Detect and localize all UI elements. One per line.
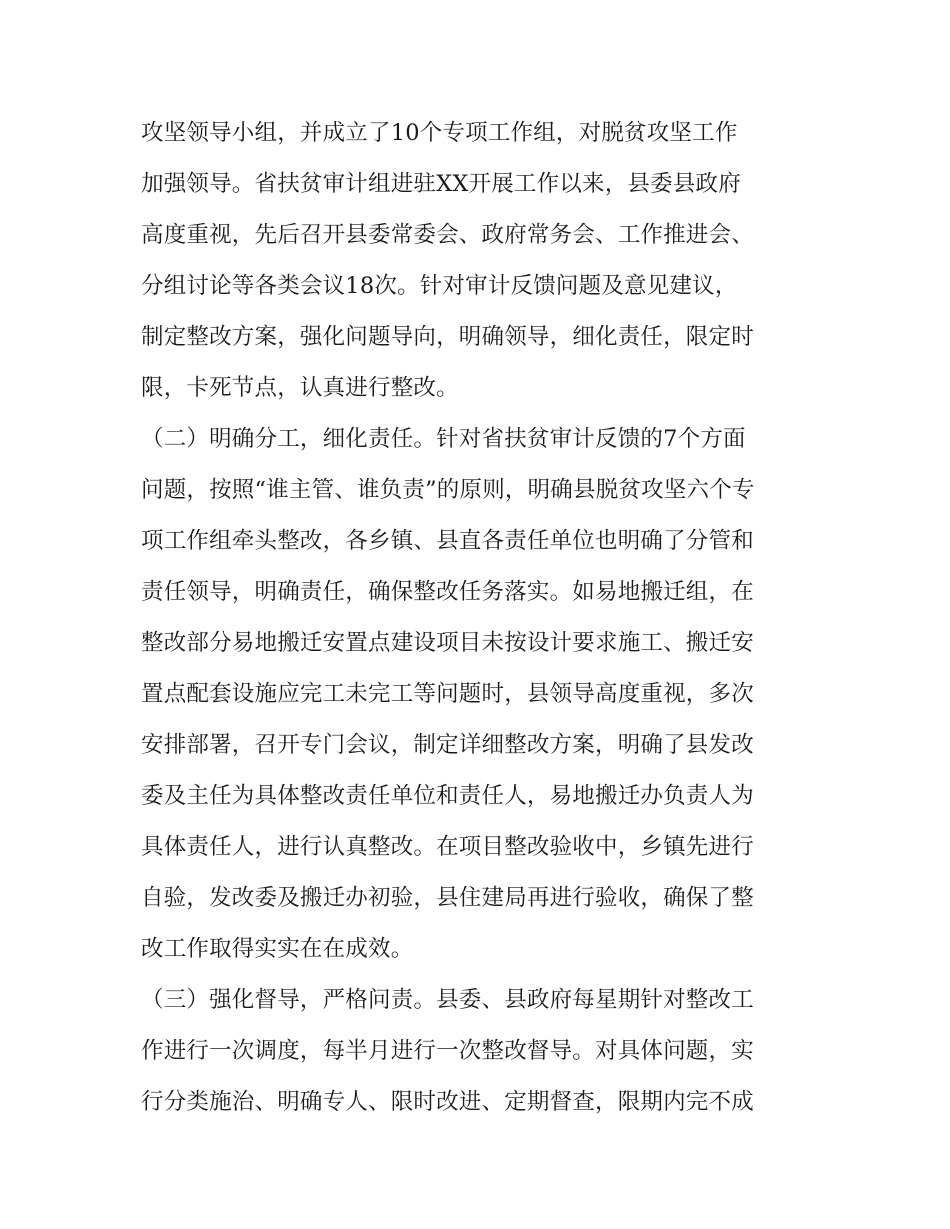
text-line: 高度重视，先后召开县委常委会、政府常务会、工作推进会、 xyxy=(141,222,754,248)
text-line: 制定整改方案，强化问题导向，明确领导，细化责任，限定时 xyxy=(141,324,754,350)
text-line: 行分类施治、明确专人、限时改进、定期督查，限期内完不成 xyxy=(141,1089,754,1115)
text-line: 整改部分易地搬迁安置点建设项目未按设计要求施工、搬迁安 xyxy=(141,630,754,656)
text-line: 作进行一次调度，每半月进行一次整改督导。对具体问题，实 xyxy=(141,1038,754,1064)
text-line: 项工作组牵头整改，各乡镇、县直各责任单位也明确了分管和 xyxy=(141,528,754,554)
text-line: 分组讨论等各类会议18次。针对审计反馈问题及意见建议， xyxy=(141,273,738,299)
text-line: 加强领导。省扶贫审计组进驻XX开展工作以来，县委县政府 xyxy=(141,171,741,197)
text-line: 问题，按照“谁主管、谁负责”的原则，明确县脱贫攻坚六个专 xyxy=(141,477,755,503)
text-line: 委及主任为具体整改责任单位和责任人，易地搬迁办负责人为 xyxy=(141,783,754,809)
text-line: 置点配套设施应完工未完工等问题时，县领导高度重视，多次 xyxy=(141,681,754,707)
text-line: 改工作取得实实在在成效。 xyxy=(141,936,414,962)
document-body xyxy=(141,108,821,1128)
text-line: 安排部署，召开专门会议，制定详细整改方案，明确了县发改 xyxy=(141,732,754,758)
text-line: 具体责任人，进行认真整改。在项目整改验收中，乡镇先进行 xyxy=(141,834,754,860)
text-line: 限，卡死节点，认真进行整改。 xyxy=(141,375,459,401)
section-heading-line: （三）强化督导，严格问责。县委、县政府每星期针对整改工 xyxy=(141,987,754,1013)
text-line: 自验，发改委及搬迁办初验，县住建局再进行验收，确保了整 xyxy=(141,885,754,911)
text-line: 攻坚领导小组，并成立了10个专项工作组，对脱贫攻坚工作 xyxy=(141,120,738,146)
section-heading-line: （二）明确分工，细化责任。针对省扶贫审计反馈的7个方面 xyxy=(141,426,746,452)
text-line: 责任领导，明确责任，确保整改任务落实。如易地搬迁组，在 xyxy=(141,579,754,605)
